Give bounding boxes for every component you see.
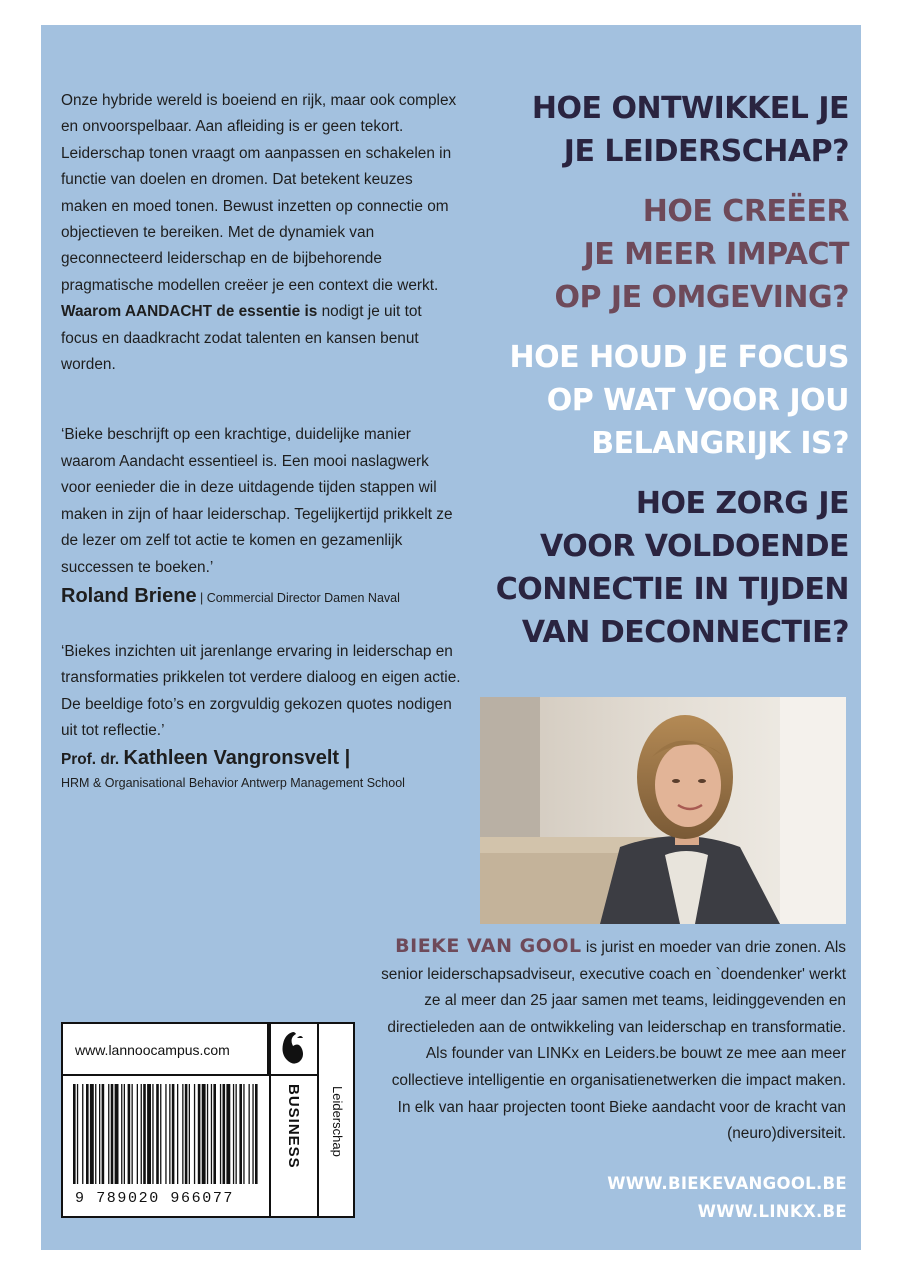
barcode-bar [90,1084,94,1184]
quote-2-role: HRM & Organisational Behavior Antwerp Management School [61,775,405,790]
author-bio [376,933,846,1148]
website-link-biekevangool[interactable]: WWW.BIEKEVANGOOL.BE [607,1174,847,1193]
question-2-line-3: OP JE OMGEVING? [554,280,849,315]
barcode-bar [124,1084,125,1184]
quote-1-attribution [61,581,461,613]
barcode-bar [99,1084,100,1184]
genre-cell [319,1024,355,1216]
question-3-line-1: HOE HOUD JE FOCUS [509,340,849,375]
question-1-line-2: JE LEIDERSCHAP? [563,134,849,169]
quote-2-separator: | [339,746,351,769]
question-2-line-2: JE MEER IMPACT [583,237,849,272]
author-name: BIEKE VAN GOOL [395,935,582,957]
website-links [607,1170,847,1226]
question-2 [449,190,849,319]
publisher-logo [269,1024,319,1076]
intro-title-paragraph [61,299,461,378]
question-1 [449,87,849,173]
genre-label: Leiderschap [330,1086,345,1157]
quote-1-role: | Commercial Director Damen Naval [196,590,400,605]
quote-2-attribution [61,745,461,793]
question-3-line-3: BELANGRIJK IS? [591,426,849,461]
question-4-line-2: VOOR VOLDOENDE [540,529,849,564]
website-link-linkx[interactable]: WWW.LINKX.BE [697,1202,847,1221]
category-label: BUSINESS [285,1084,302,1169]
intro-paragraph: Onze hybride wereld is boeiend en rijk, maar ook complex en onvoorspelbaar. Aan afleiding is er geen tekort. Leiderschap tonen vraagt om aanpassen en schakelen in functie van doelen en dromen. Dat betekent keuzes maken en moed tonen. Bewust inzetten op connectie om objectieven te bereiken. Met de dynamiek van geconnecteerd leiderschap en de bijbehorende pragmatische modellen creëer je een context die werkt. [61,92,457,294]
barcode-bar [255,1084,258,1184]
barcode-bar [108,1084,109,1184]
questions-block [449,87,849,671]
barcode-bar [95,1084,96,1184]
barcode-bar [165,1084,166,1184]
barcode-bar [141,1084,142,1184]
barcode-bar [73,1084,76,1184]
barcode-box [61,1022,355,1218]
barcode-bar [172,1084,175,1184]
barcode-bar [236,1084,237,1184]
category-cell [269,1076,319,1216]
barcode-bar [160,1084,161,1184]
publisher-url[interactable]: www.lannoocampus.com [63,1024,269,1076]
barcode-bar [82,1084,83,1184]
barcode-bar [189,1084,190,1184]
barcode-bar [152,1084,153,1184]
barcode-bar [115,1084,119,1184]
barcode-bar [111,1084,114,1184]
quote-2-name: Kathleen Vangronsvelt [123,746,340,769]
barcode-bar [239,1084,242,1184]
barcode-bar [137,1084,138,1184]
barcode-bar [86,1084,89,1184]
author-photo [480,697,846,924]
barcode-bar [249,1084,250,1184]
question-1-line-1: HOE ONTWIKKEL JE [531,91,849,126]
barcode-bar [220,1084,221,1184]
barcode-bar [207,1084,208,1184]
barcode-bar [102,1084,105,1184]
author-photo-illustration [480,697,846,924]
quote-2-prefix: Prof. dr. [61,750,124,768]
barcode-bar [182,1084,183,1184]
barcode [73,1084,259,1186]
barcode-bars [73,1084,258,1184]
question-4-line-1: HOE ZORG JE [635,486,849,521]
barcode-bar [128,1084,131,1184]
barcode-bar [77,1084,78,1184]
barcode-bar [233,1084,234,1184]
quote-2-text: ‘Biekes inzichten uit jarenlange ervaring in leiderschap en transformaties prikkelen tot verdere dialoog en eigen actie. De beeldige foto’s en zorgvuldig gekozen quotes nodigen uit tot reflectie.’ [61,642,461,740]
barcode-bar [143,1084,146,1184]
barcode-bar [226,1084,230,1184]
intro-title-bold: Waarom AANDACHT de essentie is [61,303,318,321]
quote-1-name: Roland Briene [61,584,197,607]
barcode-bar [169,1084,170,1184]
question-3 [449,336,849,465]
barcode-bar [252,1084,253,1184]
question-4-line-3: CONNECTIE IN TIJDEN [495,572,849,607]
barcode-bar [213,1084,216,1184]
intro-title-rest: nodigt je uit tot focus en daadkracht zodat talenten en kansen benut worden. [61,303,422,374]
barcode-bar [223,1084,226,1184]
barcode-bar [177,1084,178,1184]
isbn-number: 9 789020 966077 [75,1190,235,1207]
barcode-bar [202,1084,206,1184]
barcode-bar [211,1084,212,1184]
barcode-bar [121,1084,122,1184]
barcode-bar [132,1084,133,1184]
author-bio-text: is jurist en moeder van drie zonen. Als senior leiderschapsadviseur, executive coach en `doendenker' werkt ze al meer dan 25 jaar samen met teams, leidinggevenden en directieleden aan de ontwikkeling van leiderschap en transformatie. Als founder van LINKx en Leiders.be bouwt ze mee aan meer collectieve intelligentie en organisatienetwerken die impact maken. In elk van haar projecten toont Bieke aandacht voor de kracht van (neuro)diversiteit. [381,939,846,1143]
barcode-bar [243,1084,244,1184]
barcode-bar [156,1084,159,1184]
question-2-line-1: HOE CREËER [642,194,849,229]
barcode-bar [185,1084,188,1184]
barcode-bar [147,1084,151,1184]
left-column [61,88,461,793]
question-4 [449,482,849,654]
quote-1-text: ‘Bieke beschrijft op een krachtige, duidelijke manier waarom Aandacht essentieel is. Een mooi naslagwerk voor eenieder die in deze uitdagende tijden stappen wil maken in zijn of haar leiderschap. Tegelijkertijd prikkelt ze de lezer om zelf tot actie te komen en gezamenlijk successen te boeken.’ [61,426,453,576]
question-3-line-2: OP WAT VOOR JOU [546,383,849,418]
barcode-bar [198,1084,201,1184]
barcode-bar [194,1084,195,1184]
publisher-logo-icon [269,1024,317,1074]
question-4-line-4: VAN DECONNECTIE? [521,615,849,650]
